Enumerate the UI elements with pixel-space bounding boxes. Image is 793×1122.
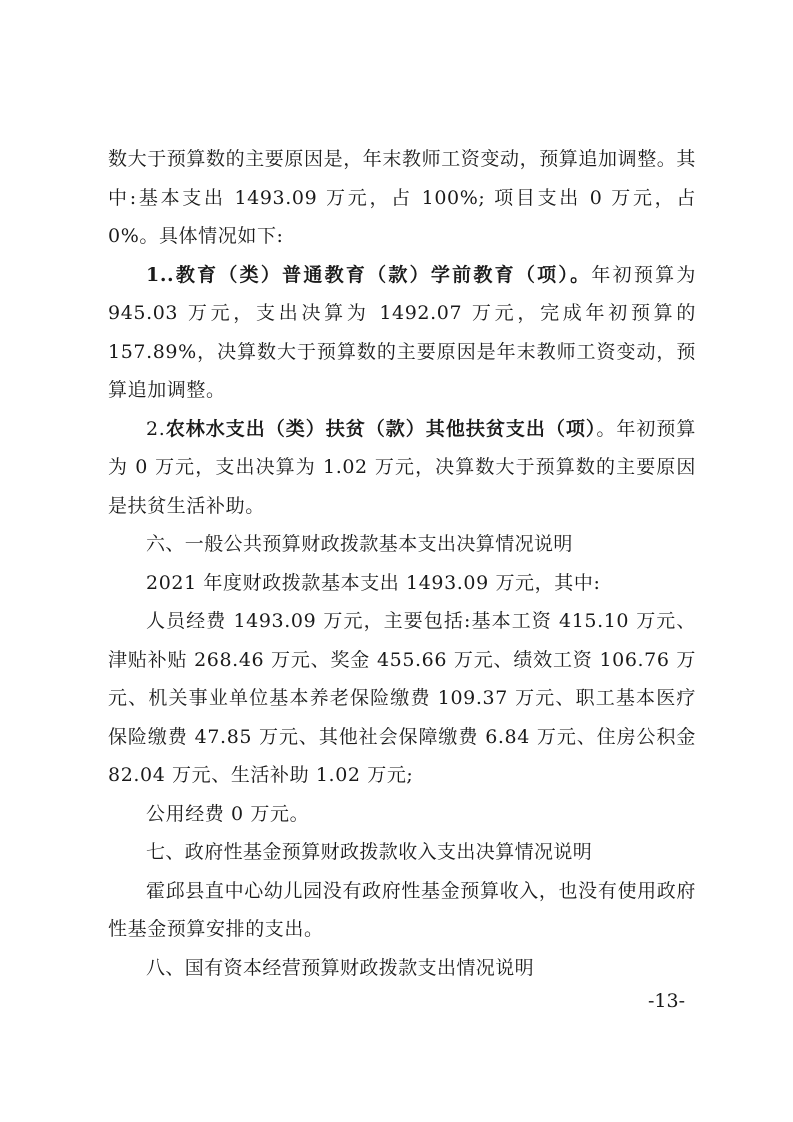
section-heading-8: 八、国有资本经营预算财政拨款支出情况说明 xyxy=(146,956,535,979)
page-number: -13- xyxy=(648,990,686,1012)
item-1-text: 年初预算为 945.03 万元，支出决算为 1492.07 万元，完成年初预算的 157.89%，决算数大于预算数的主要原因是年末教师工资变动，预算追加调整。 xyxy=(108,263,696,401)
paragraph-item-1 xyxy=(108,256,696,410)
paragraph-item-2 xyxy=(108,410,696,526)
paragraph-basic-expenditure: 2021 年度财政拨款基本支出 1493.09 万元，其中: xyxy=(146,571,601,594)
item-2-prefix: 2. xyxy=(146,417,166,440)
document-body xyxy=(108,140,696,987)
paragraph-personnel-expenses: 人员经费 1493.09 万元，主要包括:基本工资 415.10 万元、津贴补贴 268.46 万元、奖金 455.66 万元、绩效工资 106.76 万元、机关事业单位基本养老保险缴费 109.37 万元、职工基本医疗保险缴费 47.85 万元、其他社会保障缴费 6.84 万元、住房公积金 82.04 万元、生活补助 1.02 万元; xyxy=(108,610,696,786)
paragraph-government-fund: 霍邱县直中心幼儿园没有政府性基金预算收入，也没有使用政府性基金预算安排的支出。 xyxy=(108,879,696,940)
section-heading-7: 七、政府性基金预算财政拨款收入支出决算情况说明 xyxy=(146,841,593,863)
paragraph-public-expenses: 公用经费 0 万元。 xyxy=(146,802,310,825)
section-heading-6: 六、一般公共预算财政拨款基本支出决算情况说明 xyxy=(146,533,573,555)
paragraph-summary: 数大于预算数的主要原因是，年末教师工资变动，预算追加调整。其中:基本支出 1493.09 万元，占 100%; 项目支出 0 万元，占 0%。具体情况如下: xyxy=(108,148,697,247)
item-1-title: 1..教育（类）普通教育（款）学前教育（项）。 xyxy=(146,263,592,286)
item-2-title: 农林水支出（类）扶贫（款）其他扶贫支出（项） xyxy=(165,417,597,440)
item-2-text: 。年初预算为 0 万元，支出决算为 1.02 万元，决算数大于预算数的主要原因是扶贫生活补助。 xyxy=(108,417,696,517)
